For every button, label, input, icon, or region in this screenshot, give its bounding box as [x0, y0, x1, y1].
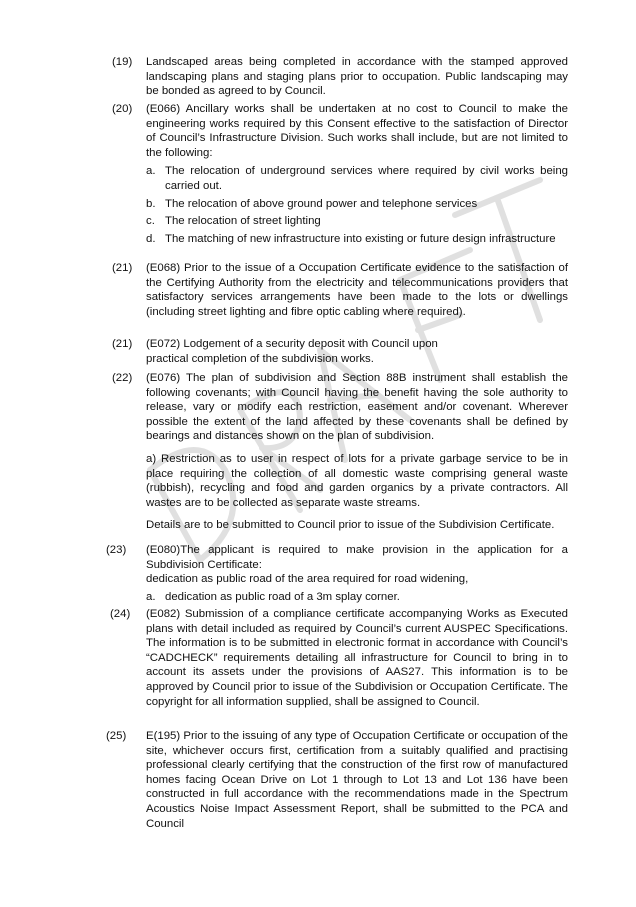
- condition-22: [113, 371, 568, 533]
- condition-text: (E066) Ancillary works shall be undertaken at no cost to Council to make the engineering works required by this Consent effective to the satisfaction of Director of Council’s Infrastructure Division. Such works shall include, but are not limited to the following:: [146, 103, 568, 159]
- sub-item-letter: d.: [146, 232, 156, 245]
- condition-text: Landscaped areas being completed in accordance with the stamped approved landscaping plans and staging plans prior to occupation. Public landscaping may be bonded as agreed to by Council.: [146, 56, 568, 98]
- sub-item-text: The relocation of above ground power and telephone services: [165, 197, 478, 210]
- sub-item: [146, 164, 568, 193]
- condition-number: (21): [112, 262, 133, 274]
- condition-text: E(195) Prior to the issuing of any type of Occupation Certificate or occupation of the site, whichever occurs first, certification from a suitably qualified and practising professional clearly certifying that the construction of the first row of manufactured homes facing Ocean Drive on Lot 1 through to Lot 13 and Lot 136 have been constructed in full accordance with the recommendations made in the Spectrum Acoustics Noise Impact Assessment Report, shall be submitted to the PCA and Council: [146, 730, 568, 830]
- condition-number: (19): [112, 56, 133, 68]
- sub-item-letter: a.: [146, 590, 156, 603]
- condition-text: (E068) Prior to the issue of a Occupation Certificate evidence to the satisfaction of the Certifying Authority from the electricity and telecommunications providers that satisfactory services arrangements have been made to the lots or dwellings (including street lighting and fibre optic cabling where required).: [146, 262, 568, 318]
- sub-item: [146, 232, 568, 247]
- sub-item-text: The relocation of underground services where required by civil works being carried out.: [165, 165, 568, 192]
- sub-item-text: The relocation of street lighting: [165, 215, 321, 228]
- condition-text: (E076) The plan of subdivision and Section 88B instrument shall establish the following covenants; with Council having the benefit having the sole authority to release, vary or modify each restriction, easement and/or covenant. Wherever possible the extent of the land affected by these covenants shall be defined by bearings and distances shown on the plan of subdivision.: [146, 372, 568, 443]
- condition-number: (24): [110, 608, 131, 620]
- condition-number: (23): [106, 544, 127, 556]
- condition-text: (E072) Lodgement of a security deposit with Council upon practical completion of the subdivision works.: [146, 338, 438, 365]
- sub-item-letter: b.: [146, 197, 156, 210]
- condition-number: (22): [112, 372, 133, 384]
- condition-24: [111, 607, 568, 709]
- condition-25: [107, 729, 568, 831]
- condition-text: (E082) Submission of a compliance certificate accompanying Works as Executed plans with detail included as required by Council’s current AUSPEC Specifications. The information is to be submitted in electronic format in accordance with Council’s “CADCHECK” requirements detailing all infrastructure for Council to bring in to account its assets under the provisions of AAS27. This information is to be approved by Council prior to issue of the Subdivision or Occupation Certificate. The copyright for all information supplied, shall be assigned to Council.: [146, 608, 568, 708]
- condition-number: (25): [106, 730, 127, 742]
- condition-21a: [113, 261, 568, 319]
- sub-item: [146, 590, 568, 605]
- condition-paragraph: a) Restriction as to user in respect of lots for a private garbage service to be in place requiring the collection of all domestic waste comprising general waste (rubbish), recycling and food and garden organics by a private contractors. All wastes are to be collected as separate waste streams.: [146, 452, 568, 509]
- condition-number: (20): [112, 103, 133, 115]
- sub-item: [146, 214, 568, 229]
- condition-19: [113, 55, 568, 99]
- sub-item-text: dedication as public road of a 3m splay corner.: [165, 590, 400, 603]
- sub-item-letter: a.: [146, 165, 156, 178]
- sub-item-letter: c.: [146, 215, 155, 228]
- sub-item: [146, 197, 568, 212]
- condition-text: (E080)The applicant is required to make provision in the application for a Subdivision Certificate:: [146, 544, 568, 571]
- condition-paragraph: Details are to be submitted to Council prior to issue of the Subdivision Certificate.: [146, 519, 555, 532]
- condition-23: [107, 543, 568, 604]
- condition-21b: [113, 337, 568, 366]
- condition-number: (21): [112, 338, 133, 350]
- sub-item-text: The matching of new infrastructure into existing or future design infrastructure: [165, 232, 556, 245]
- condition-line: dedication as public road of the area required for road widening,: [146, 573, 469, 586]
- condition-20: [113, 102, 568, 246]
